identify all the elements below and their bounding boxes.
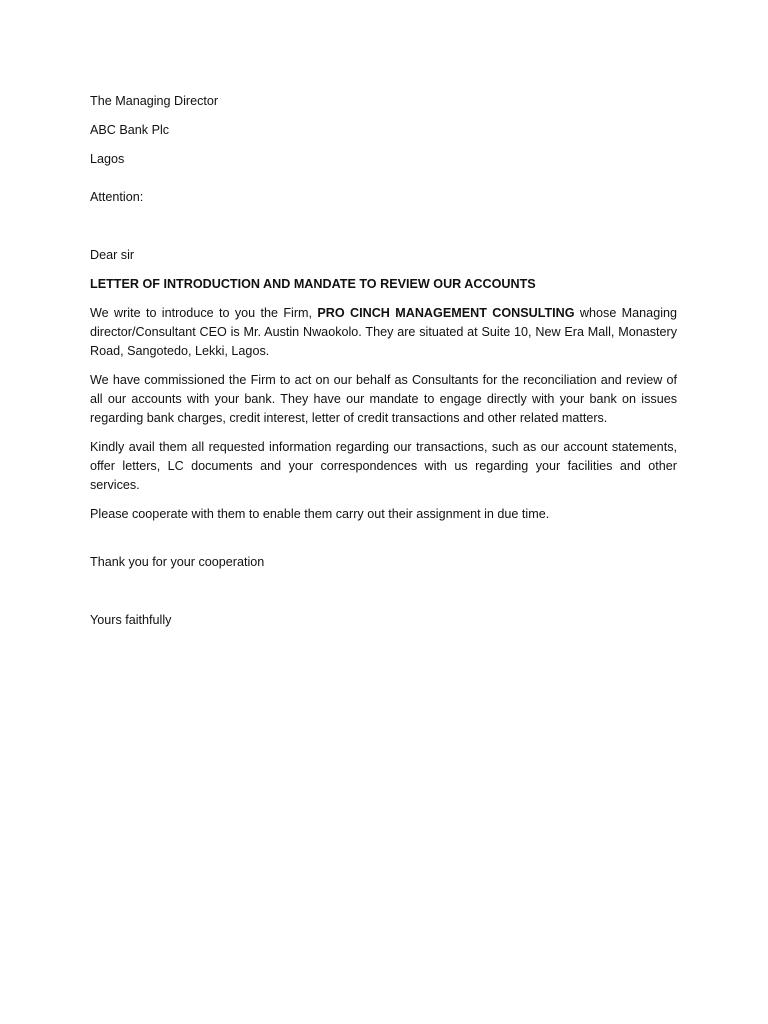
firm-name: PRO CINCH MANAGEMENT CONSULTING [317, 306, 575, 320]
recipient-organization: ABC Bank Plc [90, 123, 170, 137]
letter-body [90, 92, 677, 630]
recipient-title: The Managing Director [90, 94, 219, 108]
salutation: Dear sir [90, 248, 135, 262]
paragraph-introduction [90, 304, 677, 361]
closing-thanks: Thank you for your cooperation [90, 555, 265, 569]
paragraph-cooperation: Please cooperate with them to enable them carry out their assignment in due time. [90, 507, 550, 521]
paragraph-introduction-lead: We write to introduce to you the Firm, [90, 306, 318, 320]
attention-line: Attention: [90, 190, 144, 204]
paragraph-introduction-rest: whose Managing director/Consultant CEO is Mr. Austin Nwaokolo. They are situated at Suite 10, New Era Mall, Monastery Road, Sangotedo, Lekki, Lagos. [90, 306, 677, 358]
paragraph-information-request: Kindly avail them all requested information regarding our transactions, such as our account statements, offer letters, LC documents and your correspondences with us regarding your facilities and other services. [90, 440, 677, 492]
recipient-city: Lagos [90, 152, 125, 166]
closing-signoff: Yours faithfully [90, 613, 172, 627]
subject-heading: LETTER OF INTRODUCTION AND MANDATE TO REVIEW OUR ACCOUNTS [90, 277, 536, 291]
paragraph-mandate: We have commissioned the Firm to act on our behalf as Consultants for the reconciliation and review of all our accounts with your bank. They have our mandate to engage directly with your bank on issues regarding bank charges, credit interest, letter of credit transactions and other related matters. [90, 373, 677, 425]
